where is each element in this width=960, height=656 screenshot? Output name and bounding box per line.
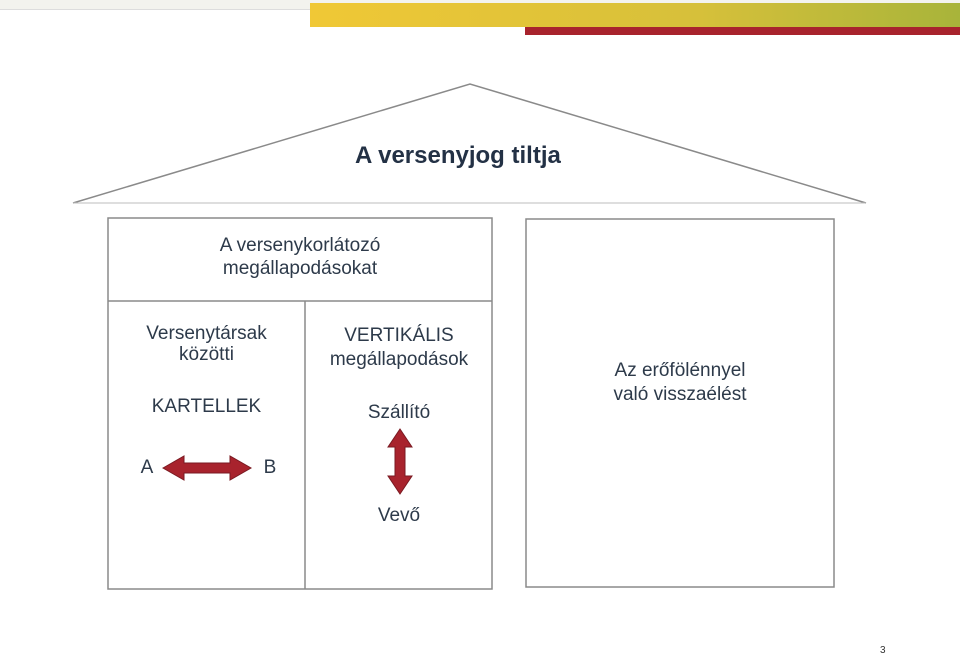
buyer-label: Vevő [377,505,421,526]
horizontal-heading-line-1: Versenytársak [146,323,267,344]
party-b-label: B [263,457,277,478]
supplier-label: Szállító [367,402,431,423]
right-box-line-2: való visszaélést [613,384,747,405]
vertical-heading-line-1: VERTIKÁLIS [344,325,454,346]
vertical-heading-line-2: megállapodások [329,349,469,370]
vertical-double-arrow-icon [388,429,412,494]
right-box-line-1: Az erőfölénnyel [614,360,746,381]
party-a-label: A [140,457,154,478]
slide-title: A versenyjog tiltja [355,142,561,169]
horizontal-heading-line-2: közötti [179,344,234,365]
horizontal-double-arrow-icon [163,456,251,480]
left-box-title-line-2: megállapodásokat [222,258,378,279]
page-number: 3 [880,645,886,656]
left-box-title-line-1: A versenykorlátozó [219,235,381,256]
kartell-label: KARTELLEK [151,396,262,417]
left-box-title [108,234,492,280]
